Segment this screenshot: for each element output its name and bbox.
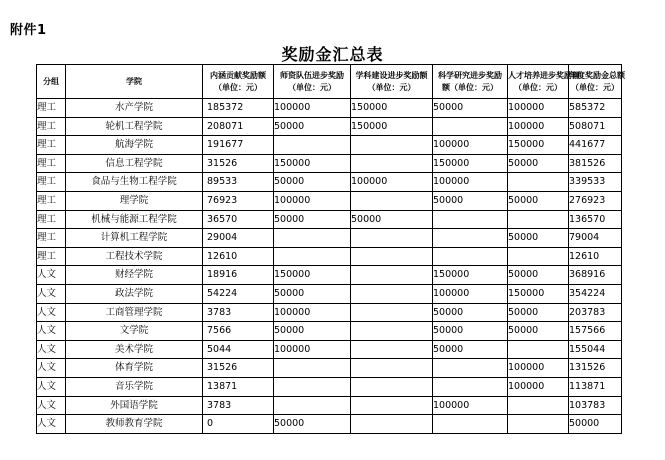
research-cell xyxy=(433,359,508,378)
header-line: 学院 xyxy=(126,76,142,86)
table-row xyxy=(37,99,622,118)
contribution-cell: 12610 xyxy=(203,247,274,266)
header-line: 学科建设进步奖励额 xyxy=(355,70,428,80)
college-cell: 外国语学院 xyxy=(66,396,203,415)
table-row xyxy=(37,154,622,173)
college-cell: 轮机工程学院 xyxy=(66,117,203,136)
group-cell: 人文 xyxy=(37,377,66,396)
contribution-cell: 31526 xyxy=(203,154,274,173)
discipline-cell xyxy=(351,229,433,248)
group-cell: 人文 xyxy=(37,284,66,303)
talent-cell: 150000 xyxy=(508,284,569,303)
contribution-cell: 5044 xyxy=(203,340,274,359)
group-cell: 人文 xyxy=(37,340,66,359)
table-row xyxy=(37,303,622,322)
college-cell: 食品与生物工程学院 xyxy=(66,173,203,192)
talent-cell xyxy=(508,340,569,359)
research-cell: 100000 xyxy=(433,396,508,415)
page-title: 奖励金汇总表 xyxy=(281,45,384,64)
contribution-cell: 7566 xyxy=(203,322,274,341)
header-unit: （单位：元） xyxy=(367,82,416,92)
contribution-cell: 3783 xyxy=(203,303,274,322)
faculty-cell: 100000 xyxy=(274,191,351,210)
talent-cell: 100000 xyxy=(508,359,569,378)
total-cell: 203783 xyxy=(569,303,622,322)
talent-cell: 50000 xyxy=(508,266,569,285)
contribution-cell: 3783 xyxy=(203,396,274,415)
header-group xyxy=(37,65,66,99)
total-cell: 339533 xyxy=(569,173,622,192)
table-row xyxy=(37,415,622,434)
table-row xyxy=(37,247,622,266)
talent-cell: 50000 xyxy=(508,229,569,248)
research-cell: 150000 xyxy=(433,266,508,285)
header-discipline xyxy=(351,65,433,99)
table-row xyxy=(37,359,622,378)
total-cell: 368916 xyxy=(569,266,622,285)
faculty-cell: 50000 xyxy=(274,210,351,229)
group-cell: 理工 xyxy=(37,247,66,266)
college-cell: 体育学院 xyxy=(66,359,203,378)
header-unit: （单位：元） xyxy=(214,82,262,92)
total-cell: 12610 xyxy=(569,247,622,266)
header-unit: （单位：元） xyxy=(514,82,562,92)
header-line: 科学研究进步奖励 xyxy=(438,70,502,80)
contribution-cell: 191677 xyxy=(203,136,274,155)
talent-cell: 100000 xyxy=(508,99,569,118)
faculty-cell: 150000 xyxy=(274,266,351,285)
group-cell: 理工 xyxy=(37,173,66,192)
header-research xyxy=(433,65,508,99)
group-cell: 理工 xyxy=(37,117,66,136)
discipline-cell: 50000 xyxy=(351,210,433,229)
talent-cell: 50000 xyxy=(508,154,569,173)
table-row xyxy=(37,210,622,229)
total-cell: 79004 xyxy=(569,229,622,248)
total-cell: 276923 xyxy=(569,191,622,210)
research-cell xyxy=(433,229,508,248)
contribution-cell: 208071 xyxy=(203,117,274,136)
faculty-cell: 100000 xyxy=(274,340,351,359)
faculty-cell: 100000 xyxy=(274,303,351,322)
table-row xyxy=(37,284,622,303)
contribution-cell: 36570 xyxy=(203,210,274,229)
total-cell: 103783 xyxy=(569,396,622,415)
college-cell: 机械与能源工程学院 xyxy=(66,210,203,229)
contribution-cell: 89533 xyxy=(203,173,274,192)
discipline-cell xyxy=(351,396,433,415)
table-row xyxy=(37,377,622,396)
discipline-cell xyxy=(351,359,433,378)
talent-cell xyxy=(508,210,569,229)
table-row xyxy=(37,266,622,285)
discipline-cell xyxy=(351,415,433,434)
table-row xyxy=(37,229,622,248)
faculty-cell xyxy=(274,229,351,248)
talent-cell: 150000 xyxy=(508,136,569,155)
college-cell: 信息工程学院 xyxy=(66,154,203,173)
total-cell: 381526 xyxy=(569,154,622,173)
faculty-cell: 100000 xyxy=(274,99,351,118)
talent-cell: 100000 xyxy=(508,377,569,396)
contribution-cell: 54224 xyxy=(203,284,274,303)
college-cell: 理学院 xyxy=(66,191,203,210)
header-college xyxy=(66,65,203,99)
contribution-cell: 185372 xyxy=(203,99,274,118)
header-line: 分组 xyxy=(43,76,59,86)
faculty-cell: 50000 xyxy=(274,173,351,192)
header-total xyxy=(569,65,625,99)
contribution-cell: 29004 xyxy=(203,229,274,248)
research-cell: 100000 xyxy=(433,173,508,192)
group-cell: 人文 xyxy=(37,303,66,322)
research-cell xyxy=(433,210,508,229)
total-cell: 113871 xyxy=(569,377,622,396)
college-cell: 财经学院 xyxy=(66,266,203,285)
header-row xyxy=(37,65,622,99)
discipline-cell xyxy=(351,377,433,396)
total-cell: 136570 xyxy=(569,210,622,229)
header-unit: （单位：元） xyxy=(288,82,336,92)
group-cell: 理工 xyxy=(37,154,66,173)
faculty-cell: 50000 xyxy=(274,415,351,434)
table-row xyxy=(37,136,622,155)
talent-cell: 50000 xyxy=(508,322,569,341)
faculty-cell: 50000 xyxy=(274,322,351,341)
group-cell: 理工 xyxy=(37,210,66,229)
discipline-cell xyxy=(351,322,433,341)
group-cell: 人文 xyxy=(37,322,66,341)
talent-cell: 50000 xyxy=(508,191,569,210)
group-cell: 人文 xyxy=(37,396,66,415)
talent-cell xyxy=(508,173,569,192)
total-cell: 155044 xyxy=(569,340,622,359)
talent-cell: 100000 xyxy=(508,117,569,136)
table-row xyxy=(37,396,622,415)
group-cell: 理工 xyxy=(37,136,66,155)
faculty-cell xyxy=(274,136,351,155)
college-cell: 教师教育学院 xyxy=(66,415,203,434)
total-cell: 441677 xyxy=(569,136,622,155)
header-line: 师资队伍进步奖励 xyxy=(280,70,344,80)
contribution-cell: 76923 xyxy=(203,191,274,210)
group-cell: 理工 xyxy=(37,229,66,248)
discipline-cell: 100000 xyxy=(351,173,433,192)
header-line: 内涵贡献奖励额 xyxy=(210,70,266,80)
college-cell: 水产学院 xyxy=(66,99,203,118)
table-row xyxy=(37,173,622,192)
research-cell: 100000 xyxy=(433,136,508,155)
header-faculty xyxy=(274,65,351,99)
faculty-cell: 150000 xyxy=(274,154,351,173)
header-unit: （单位：元） xyxy=(571,82,619,92)
contribution-cell: 0 xyxy=(203,415,274,434)
talent-cell: 50000 xyxy=(508,303,569,322)
header-unit: 额（单位：元） xyxy=(442,82,498,92)
college-cell: 音乐学院 xyxy=(66,377,203,396)
discipline-cell xyxy=(351,266,433,285)
table-body xyxy=(37,99,622,434)
total-cell: 131526 xyxy=(569,359,622,378)
discipline-cell xyxy=(351,340,433,359)
college-cell: 计算机工程学院 xyxy=(66,229,203,248)
talent-cell xyxy=(508,247,569,266)
header-contribution xyxy=(203,65,274,99)
total-cell: 157566 xyxy=(569,322,622,341)
faculty-cell: 50000 xyxy=(274,117,351,136)
research-cell: 150000 xyxy=(433,154,508,173)
discipline-cell: 150000 xyxy=(351,99,433,118)
discipline-cell xyxy=(351,284,433,303)
group-cell: 人文 xyxy=(37,359,66,378)
research-cell: 50000 xyxy=(433,191,508,210)
contribution-cell: 13871 xyxy=(203,377,274,396)
research-cell: 100000 xyxy=(433,284,508,303)
table-row xyxy=(37,340,622,359)
group-cell: 人文 xyxy=(37,415,66,434)
header-line: 年度奖励金总额 xyxy=(569,70,625,80)
discipline-cell: 150000 xyxy=(351,117,433,136)
research-cell xyxy=(433,247,508,266)
research-cell xyxy=(433,117,508,136)
discipline-cell xyxy=(351,303,433,322)
college-cell: 文学院 xyxy=(66,322,203,341)
faculty-cell xyxy=(274,359,351,378)
college-cell: 航海学院 xyxy=(66,136,203,155)
group-cell: 理工 xyxy=(37,99,66,118)
discipline-cell xyxy=(351,154,433,173)
research-cell xyxy=(433,415,508,434)
research-cell xyxy=(433,377,508,396)
talent-cell xyxy=(508,396,569,415)
research-cell: 50000 xyxy=(433,99,508,118)
research-cell: 50000 xyxy=(433,303,508,322)
total-cell: 508071 xyxy=(569,117,622,136)
reward-summary-table xyxy=(36,64,625,434)
college-cell: 工程技术学院 xyxy=(66,247,203,266)
table-header xyxy=(37,65,625,99)
faculty-cell xyxy=(274,247,351,266)
table-row xyxy=(37,322,622,341)
research-cell: 50000 xyxy=(433,340,508,359)
header-talent xyxy=(508,65,580,99)
college-cell: 美术学院 xyxy=(66,340,203,359)
discipline-cell xyxy=(351,247,433,266)
contribution-cell: 31526 xyxy=(203,359,274,378)
table-row xyxy=(37,117,622,136)
talent-cell xyxy=(508,415,569,434)
college-cell: 政法学院 xyxy=(66,284,203,303)
group-cell: 理工 xyxy=(37,191,66,210)
total-cell: 50000 xyxy=(569,415,622,434)
discipline-cell xyxy=(351,191,433,210)
faculty-cell: 50000 xyxy=(274,284,351,303)
faculty-cell xyxy=(274,396,351,415)
group-cell: 人文 xyxy=(37,266,66,285)
table-row xyxy=(37,191,622,210)
faculty-cell xyxy=(274,377,351,396)
contribution-cell: 18916 xyxy=(203,266,274,285)
college-cell: 工商管理学院 xyxy=(66,303,203,322)
research-cell: 50000 xyxy=(433,322,508,341)
attachment-label: 附件1 xyxy=(10,23,47,38)
header-line: 人才培养进步奖励额 xyxy=(508,70,580,80)
total-cell: 354224 xyxy=(569,284,622,303)
total-cell: 585372 xyxy=(569,99,622,118)
discipline-cell xyxy=(351,136,433,155)
